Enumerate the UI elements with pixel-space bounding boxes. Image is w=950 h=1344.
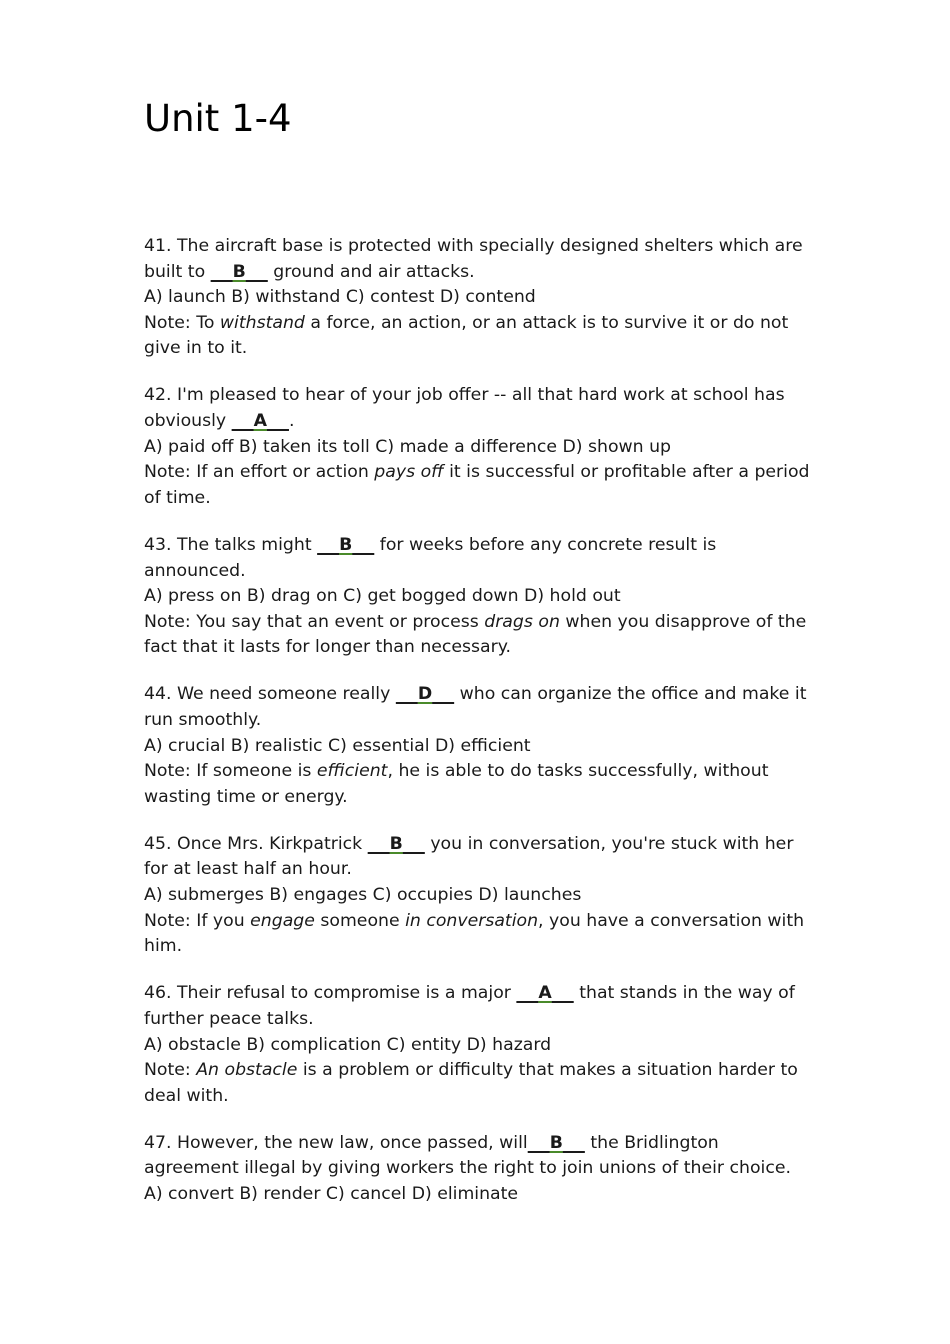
question-stem — [144, 832, 812, 883]
question-stem-before: The aircraft base is protected with specially designed shelters which are built to — [144, 236, 803, 282]
note-term: engage — [250, 910, 315, 931]
note-prefix: Note: — [144, 1060, 197, 1081]
answer-note — [144, 460, 812, 511]
answer-options: A) crucial B) realistic C) essential D) efficient — [144, 735, 531, 756]
answer-blank — [211, 262, 268, 282]
question-list — [144, 234, 812, 1229]
answer-note — [144, 311, 812, 362]
note-suffix: , you have a conversation with him. — [144, 910, 805, 957]
note-suffix: , he is able to do tasks successfully, without wasting time or energy. — [144, 761, 769, 807]
question-stem-after: the Bridlington agreement illegal by giving workers the right to join unions of their choice. — [144, 1132, 791, 1179]
answer-options: A) paid off B) taken its toll C) made a difference D) shown up — [144, 436, 672, 457]
answer-note — [144, 610, 812, 661]
question-stem-before: The talks might — [176, 534, 318, 555]
answer-options: A) obstacle B) complication C) entity D) hazard — [144, 1034, 552, 1055]
answer-blank — [368, 834, 425, 854]
answer-letter: A — [538, 983, 552, 1004]
note-term: drags on — [484, 611, 560, 632]
question-item — [144, 832, 812, 960]
answer-letter: B — [389, 833, 403, 854]
question-number: 42. — [144, 385, 172, 406]
answer-letter: B — [232, 261, 246, 282]
answer-blank — [317, 535, 374, 555]
answer-options: A) launch B) withstand C) contest D) contend — [144, 287, 536, 308]
answer-note — [144, 759, 812, 810]
note-prefix: Note: To — [144, 312, 220, 333]
question-stem — [144, 981, 812, 1032]
question-stem-before: We need someone really — [176, 684, 396, 705]
note-term: efficient — [316, 761, 388, 782]
question-stem-after: who can organize the office and make it run smoothly. — [144, 684, 807, 730]
note-term: pays off — [374, 462, 444, 483]
answer-options: A) submerges B) engages C) occupies D) launches — [144, 885, 582, 906]
question-stem — [144, 1131, 812, 1182]
question-item — [144, 533, 812, 661]
question-item — [144, 234, 812, 362]
question-number: 44. — [144, 684, 172, 705]
note-prefix: Note: If you — [144, 910, 251, 931]
note-term: An obstacle — [196, 1060, 298, 1081]
question-item — [144, 682, 812, 810]
note-suffix: is a problem or difficulty that makes a situation harder to deal with. — [144, 1060, 798, 1106]
question-item — [144, 383, 812, 511]
question-stem — [144, 234, 812, 285]
question-stem-after: that stands in the way of further peace talks. — [144, 983, 795, 1029]
note-prefix: Note: If someone is — [144, 761, 317, 782]
answer-letter: D — [417, 684, 433, 705]
answer-note — [144, 1058, 812, 1109]
answer-blank — [396, 684, 454, 704]
question-stem-before: I'm pleased to hear of your job offer -- all that hard work at school has obviously — [144, 385, 785, 432]
note-prefix: Note: You say that an event or process — [144, 611, 485, 632]
note-prefix: Note: If an effort or action — [144, 462, 375, 483]
question-number: 46. — [144, 983, 172, 1004]
answer-blank — [232, 411, 289, 431]
answer-blank — [528, 1133, 585, 1153]
answer-blank — [516, 983, 573, 1003]
question-stem — [144, 682, 812, 733]
page-title: Unit 1-4 — [144, 97, 292, 140]
question-stem — [144, 533, 812, 584]
answer-letter: A — [253, 411, 267, 432]
question-stem-after: ground and air attacks. — [267, 261, 475, 282]
answer-letter: B — [549, 1132, 563, 1153]
question-stem-after: for weeks before any concrete result is announced. — [144, 534, 717, 581]
question-number: 47. — [144, 1132, 172, 1153]
note-suffix: a force, an action, or an attack is to survive it or do not give in to it. — [144, 312, 789, 359]
question-stem-before: Their refusal to compromise is a major — [176, 983, 517, 1004]
question-stem-before: Once Mrs. Kirkpatrick — [176, 833, 368, 854]
answer-note — [144, 909, 812, 960]
question-item — [144, 1131, 812, 1208]
question-stem — [144, 383, 812, 434]
answer-letter: B — [339, 534, 353, 555]
question-stem-before: However, the new law, once passed, will — [176, 1132, 528, 1153]
question-number: 43. — [144, 534, 172, 555]
note-term-2: in conversation — [405, 910, 539, 931]
answer-options: A) press on B) drag on C) get bogged down D) hold out — [144, 586, 621, 607]
question-item — [144, 981, 812, 1109]
question-number: 45. — [144, 833, 172, 854]
question-stem-after: . — [288, 411, 295, 432]
question-number: 41. — [144, 236, 172, 256]
note-middle: someone — [314, 910, 406, 931]
question-stem-after: you in conversation, you're stuck with her for at least half an hour. — [144, 833, 794, 880]
note-suffix: when you disapprove of the fact that it lasts for longer than necessary. — [144, 611, 807, 658]
note-term: withstand — [219, 312, 305, 333]
answer-options: A) convert B) render C) cancel D) eliminate — [144, 1184, 519, 1204]
note-suffix: it is successful or profitable after a period of time. — [144, 462, 810, 508]
